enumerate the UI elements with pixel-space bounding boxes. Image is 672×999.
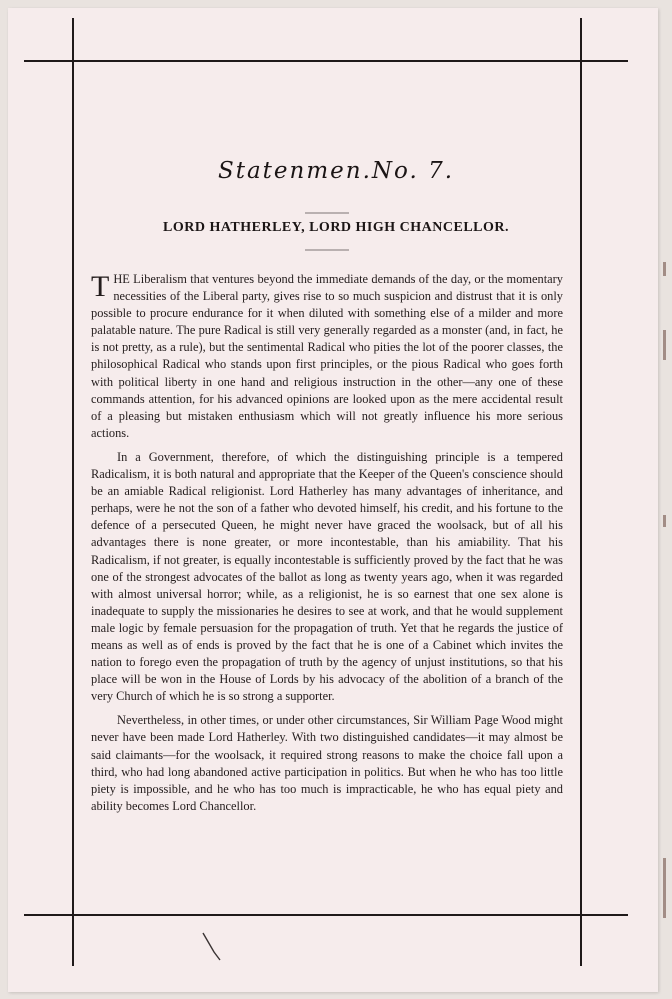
divider-bottom [305, 249, 349, 251]
top-border-rule [24, 60, 628, 62]
page-edge-mark [663, 858, 666, 918]
page-edge-mark [663, 262, 666, 276]
bottom-border-rule [24, 914, 628, 916]
paragraph-2: In a Government, therefore, of which the distinguishing principle is a tempered Radicalism, it is both natural and appropriate that the Keeper of the Queen's conscience should be an amiable Radical religionist. Lord Hatherley has many advantages of inheritance, and perhaps, were he not the son of a father who devoted himself, his credit, and his fortune to the defence of a persecuted Queen, he might never have graced the woolsack, but of all his advantages there is none greater, or more incontestable, than his amiability. That his Radicalism, if not greater, is equally incontestable is sufficiently proved by the fact that he was one of the strongest advocates of the ballot as long as twenty years ago, when it was regarded with almost universal horror; while, as a religionist, he is so earnest that one sex alone is inadequate to supply the missionaries he desires to see at work, and that he would supplement male logic by female persuasion for the propagation of truth. Yet that he regards the justice of means as well as of ends is proved by the fact that he is one of a Cabinet which invites the nation to forego even the propagation of truth by the agency of unjust institutions, so that his place will be won in the House of Lords by his advocacy of the abolition of a branch of the very Church of which he is so strong a supporter. [91, 449, 563, 704]
page-edge-mark [663, 330, 666, 360]
series-heading [0, 158, 672, 184]
paragraph-1 [91, 271, 563, 442]
article-subtitle: LORD HATHERLEY, LORD HIGH CHANCELLOR. [163, 220, 509, 235]
page-edge-mark [663, 515, 666, 527]
pencil-mark [202, 932, 222, 962]
series-number: No. 7. [371, 158, 455, 184]
paragraph-3: Nevertheless, in other times, or under other circumstances, Sir William Page Wood might never have been made Lord Hatherley. With two distinguished candidates—it may almost be said claimants—for the woolsack, it required strong reasons to make the choice fall upon a third, who had long abandoned active participation in politics. But when he who has too little piety is impossible, and he who has too much is impracticable, he who has equal piety and ability becomes Lord Chancellor. [91, 713, 563, 813]
drop-cap: T [91, 270, 110, 303]
divider-top [305, 212, 349, 214]
series-title: Statenmen. [217, 158, 372, 184]
paragraph-1-text: HE Liberalism that ventures beyond the immediate demands of the day, or the momentary necessities of the Liberal party, gives rise to so much suspicion and distrust that it is only possible to procure endurance for it when diluted with something else of a milder and more palatable nature. The pure Radical is still very generally regarded as a monster (and, in fact, he is not pretty, as a rule), but the sentimental Radical who pities the lot of the poorer classes, the philosophical Radical who stands upon first principles, or the pious Radical who goes forth with political liberty in one hand and religious instruction in the other—any one of these commands attention, for his advanced opinions are looked upon as the mere accidental result of a pleasing but mistaken enthusiasm which will not greatly influence his more serious actions. [91, 272, 563, 440]
article-body [91, 271, 563, 822]
